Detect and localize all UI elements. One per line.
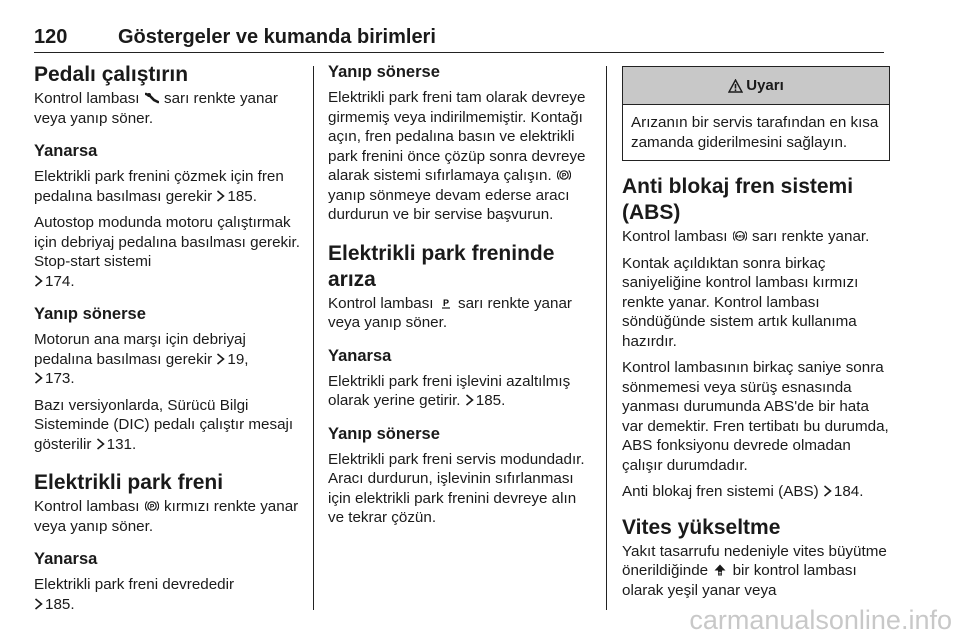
paragraph: Kontrol lambasının birkaç saniye sonra sönmemesi veya sürüş esnasında yanması durumunda ABS'de bir hata var demektir. Fren tertibatı bu durumda, ABS fonksiyonu devrede olmadan çalışır durumdadır.: [622, 359, 889, 474]
paragraph: Elektrikli park freni tam olarak devreye girmemiş veya indirilmemiştir. Kontağı açın, fren pedalına basın ve elektrikli park frenini önce çözüp sonra devreye alarak sistemi sıfırlamaya çalışın. P yanıp sönmeye devam ederse aracı durdurun ve bir servise başvurun.: [328, 89, 586, 223]
warning-header: [623, 67, 889, 105]
column-divider: [313, 66, 314, 610]
warning-triangle-icon: [728, 79, 743, 93]
warning-box: [622, 66, 890, 161]
watermark: carmanualsonline.info: [689, 605, 952, 635]
paragraph: Kontrol lambası sarı renkte yanar veya yanıp söner.: [34, 90, 278, 127]
abs-icon: [733, 229, 747, 243]
column-right: [622, 62, 890, 607]
warning-text: Arızanın bir servis tarafından en kısa zamanda giderilmesini sağlayın.: [631, 114, 879, 151]
subheading: Yanarsa: [34, 142, 98, 160]
upshift-arrow-icon: [713, 563, 727, 577]
svg-text:P: P: [442, 297, 449, 308]
parking-brake-icon: [145, 499, 159, 513]
subheading: Yanıp sönerse: [328, 424, 440, 443]
paragraph: Kontrol lambası P kırmızı renkte yanar veya yanıp söner.: [34, 498, 299, 535]
paragraph: Autostop modunda motoru çalıştırmak için debriyaj pedalına basılması gerekir. Stop-start sistemi 174.: [34, 214, 300, 290]
svg-text:P: P: [149, 503, 154, 511]
warning-title: Uyarı: [746, 77, 784, 94]
section-heading: Elektrikli park freni: [34, 471, 224, 494]
paragraph: Elektrikli park frenini çözmek için fren pedalına basılması gerekir 185.: [34, 168, 284, 205]
paragraph: Elektrikli park freni devrededir 185.: [34, 576, 235, 613]
svg-text:ABS: ABS: [735, 233, 744, 239]
page-ref-icon: [34, 275, 43, 287]
column-divider: [606, 66, 607, 610]
svg-text:P: P: [561, 172, 567, 180]
paragraph: Kontrol lambası P sarı renkte yanar veya yanıp söner.: [328, 294, 572, 331]
column-middle: [328, 62, 596, 535]
page-header: [34, 26, 884, 53]
warning-body: [623, 105, 889, 160]
page-title: Göstergeler ve kumanda birimleri: [118, 26, 436, 48]
column-left: [34, 62, 302, 621]
paragraph: Elektrikli park freni servis modundadır. Aracı durdurun, işlevinin sıfırlanması için elektrikli park frenini devreye alın ve tekrar çözün.: [328, 450, 585, 526]
section-heading: Elektrikli park freninde arıza: [328, 241, 555, 291]
paragraph: Elektrikli park freni işlevini azaltılmış olarak yerine getirir. 185.: [328, 372, 571, 409]
paragraph: Kontrol lambası ABS sarı renkte yanar.: [622, 228, 870, 245]
page-ref-icon: [34, 372, 43, 384]
page-number: 120: [34, 26, 68, 48]
subheading: Yanıp sönerse: [328, 63, 440, 81]
section-heading: Pedalı çalıştırın: [34, 63, 189, 86]
page-ref-icon: [216, 190, 225, 202]
paragraph: Kontak açıldıktan sonra birkaç saniyeliğine kontrol lambası kırmızı renkte yanar. Kontrol lambası söndüğünde sistem artık kullanıma hazırdır.: [622, 254, 859, 350]
page-ref-icon: [96, 438, 105, 450]
subheading: Yanarsa: [328, 346, 392, 365]
paragraph: Yakıt tasarrufu nedeniyle vites büyütme önerildiğinde bir kontrol lambası olarak yeşil yanar veya: [622, 542, 887, 599]
page-ref-icon: [465, 394, 474, 406]
clutch-pedal-icon: [145, 91, 159, 105]
paragraph: Bazı versiyonlarda, Sürücü Bilgi Sisteminde (DIC) pedalı çalıştır mesajı gösterilir 131.: [34, 396, 294, 453]
parking-brake-icon: [557, 168, 571, 182]
section-heading: Anti blokaj fren sistemi (ABS): [622, 175, 854, 224]
page-ref-icon: [216, 353, 225, 365]
page-ref-icon: [34, 598, 43, 610]
paragraph: Anti blokaj fren sistemi (ABS) 184.: [622, 483, 864, 500]
page-ref-icon: [823, 485, 832, 497]
section-heading: Vites yükseltme: [622, 515, 781, 539]
park-brake-fault-icon: [439, 296, 453, 310]
subheading: Yanıp sönerse: [34, 305, 146, 323]
subheading: Yanarsa: [34, 550, 98, 568]
paragraph: Motorun ana marşı için debriyaj pedalına basılması gerekir 19, 173.: [34, 331, 249, 387]
